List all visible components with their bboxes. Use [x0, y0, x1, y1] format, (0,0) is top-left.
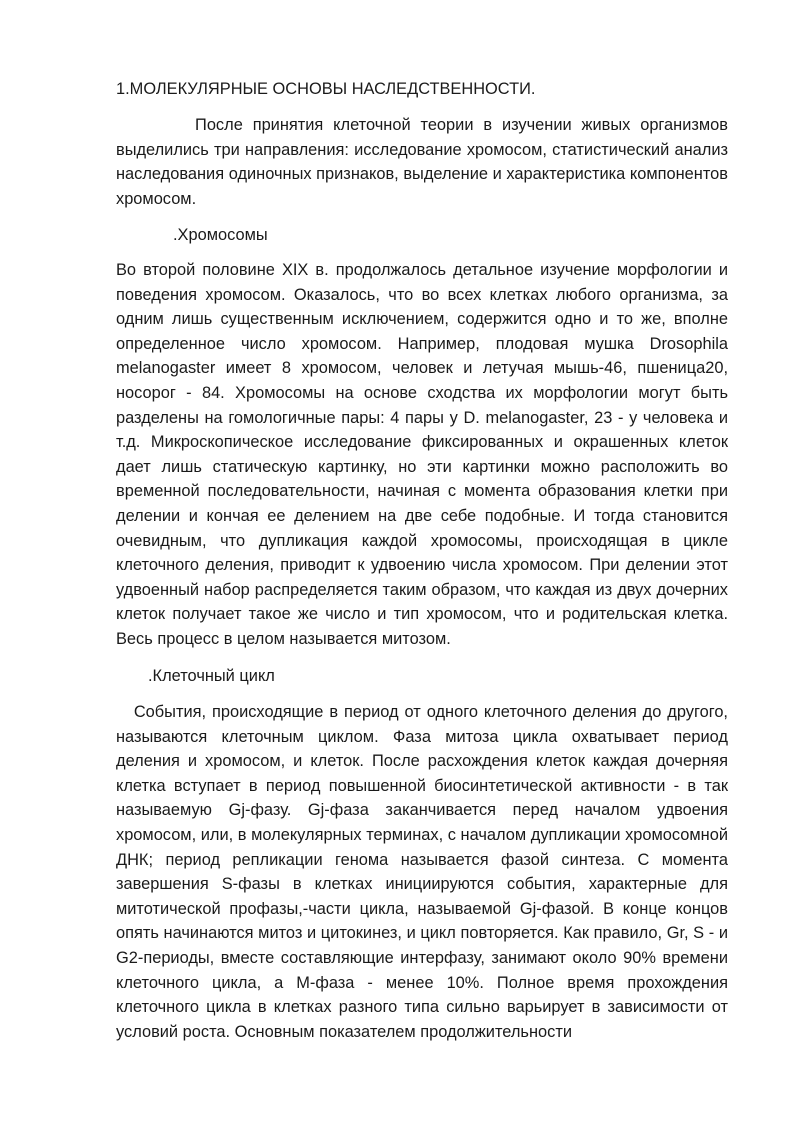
section-heading-chromosomes: .Хромосомы [173, 226, 268, 244]
section-paragraph-chromosomes: Во второй половине XIX в. продолжалось детальное изучение морфологии и поведения хромосом. Оказалось, что во всех клетках любого организма, за одним лишь существенным исключением, содержится одно и то же, вполне определенное число хромосом. Например, плодовая мушка Drosophila melanogaster имеет 8 хромосом, человек и летучая мышь-46, пшеница20, носорог - 84. Хромосомы на основе сходства их морфологии могут быть разделены на гомологичные пары: 4 пары у D. melanogaster, 23 - у человека и т.д. Микроскопическое исследование фиксированных и окрашенных клеток дает лишь статическую картинку, но эти картинки можно расположить во временной последовательности, начиная с момента образования клетки при делении и кончая ее делением на две себе подобные. И тогда становится очевидным, что дупликация каждой хромосомы, происходящая в цикле клеточного деления, приводит к удвоению числа хромосом. При делении этот удвоенный набор распределяется таким образом, что каждая из двух дочерних клеток получает такое же число и тип хромосом, что и родительская клетка. Весь процесс в целом называется митозом. [116, 261, 728, 648]
intro-paragraph: После принятия клеточной теории в изучении живых организмов выделились три направления: исследование хромосом, статистический анализ наследования одиночных признаков, выделение и характеристика компонентов хромосом. [116, 116, 728, 208]
section-paragraph-cell-cycle: События, происходящие в период от одного клеточного деления до другого, называются клеточным циклом. Фаза митоза цикла охватывает период деления и хромосом, и клеток. После расхождения клеток каждая дочерняя клетка вступает в период повышенной биосинтетической активности - в так называемую Gj-фазу. Gj-фаза заканчивается перед началом удвоения хромосом, или, в молекулярных терминах, с началом дупликации хромосомной ДНК; период репликации генома называется фазой синтеза. С момента завершения S-фазы в клетках инициируются события, характерные для митотической профазы,-части цикла, называемой Gj-фазой. В конце концов опять начинаются митоз и цитокинез, и цикл повторяется. Как правило, Gr, S - и G2-периоды, вместе составляющие интерфазу, занимают около 90% времени клеточного цикла, а M-фаза - менее 10%. Полное время прохождения клеточного цикла в клетках разного типа сильно варьирует в зависимости от условий роста. Основным показателем продолжительности [116, 703, 728, 1041]
document-title: 1.МОЛЕКУЛЯРНЫЕ ОСНОВЫ НАСЛЕДСТВЕННОСТИ. [116, 80, 536, 98]
section-heading-cell-cycle: .Клеточный цикл [148, 667, 275, 685]
